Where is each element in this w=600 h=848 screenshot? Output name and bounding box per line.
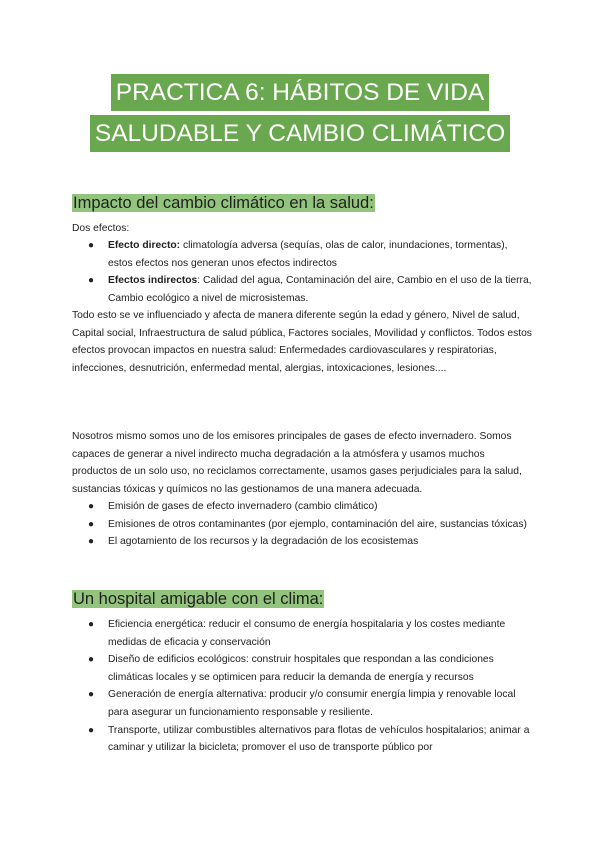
paragraph-emisores: Nosotros mismo somos uno de los emisores principales de gases de efecto invernadero. Somos capaces de generar a nivel indirecto mucha degradación a la atmósfera y usamos muchos productos de un solo uso, no reciclamos correctamente, usamos gases perjudiciales para la salud, sustancias tóxicas y químicos no las gestionamos de una manera adecuada. (72, 431, 522, 495)
list-item: ● Eficiencia energética: reducir el consumo de energía hospitalaria y los costes mediante medidas de eficacia y conservación (72, 616, 532, 651)
emissions-list (72, 498, 532, 551)
intro-text: Dos efectos: (72, 223, 130, 234)
title-line-1: PRACTICA 6: HÁBITOS DE VIDA (111, 74, 490, 111)
effects-list (72, 237, 532, 307)
document-title (0, 74, 600, 152)
bullet-icon: ● (88, 689, 95, 701)
bullet-icon: ● (88, 275, 95, 287)
paragraph-influencias: Todo esto se ve influenciado y afecta de manera diferente según la edad y género, Nivel de salud, Capital social, Infraestructura de salud pública, Factores sociales, Movilidad y conflictos. Todos estos efectos provocan impactos en nuestra salud: Enfermedades cardiovasculares y respiratorias, infecciones, desnutrición, enfermedad mental, alergias, intoxicaciones, lesiones.... (72, 310, 532, 374)
bullet-icon: ● (88, 654, 95, 666)
list-item: ● Generación de energía alternativa: producir y/o consumir energía limpia y renovable local para asegurar un funcionamiento responsable y resiliente. (72, 686, 532, 721)
bullet-icon: ● (88, 536, 95, 548)
list-item: ● Efecto directo: climatología adversa (sequías, olas de calor, inundaciones, tormentas), estos efectos nos generan unos efectos indirectos (72, 237, 532, 272)
title-line-2: SALUDABLE Y CAMBIO CLIMÁTICO (90, 115, 510, 152)
list-item: ● Emisión de gases de efecto invernadero (cambio climático) (72, 498, 532, 516)
section-heading-impacto: Impacto del cambio climático en la salud: (73, 194, 374, 212)
bullet-icon: ● (88, 240, 95, 251)
bullet-icon: ● (88, 724, 95, 736)
list-item: ● Transporte, utilizar combustibles alternativos para flotas de vehículos hospitalarios; animar a caminar y utilizar la bicicleta; promover el uso de transporte público por (72, 722, 532, 757)
list-item: ● El agotamiento de los recursos y la degradación de los ecosistemas (72, 533, 532, 551)
bullet-icon: ● (88, 501, 95, 512)
list-item: ● Emisiones de otros contaminantes (por ejemplo, contaminación del aire, sustancias tóxicas) (72, 516, 532, 534)
section-heading-hospital: Un hospital amigable con el clima: (73, 590, 324, 608)
hospital-list (72, 616, 532, 757)
list-item: ● Efectos indirectos: Calidad del agua, Contaminación del aire, Cambio en el uso de la tierra, Cambio ecológico a nivel de microsistemas. (72, 272, 532, 307)
list-item: ● Diseño de edificios ecológicos: construir hospitales que respondan a las condiciones climáticas locales y se optimicen para reducir la demanda de energía y recursos (72, 651, 532, 686)
bullet-icon: ● (88, 619, 95, 630)
bullet-icon: ● (88, 518, 95, 530)
